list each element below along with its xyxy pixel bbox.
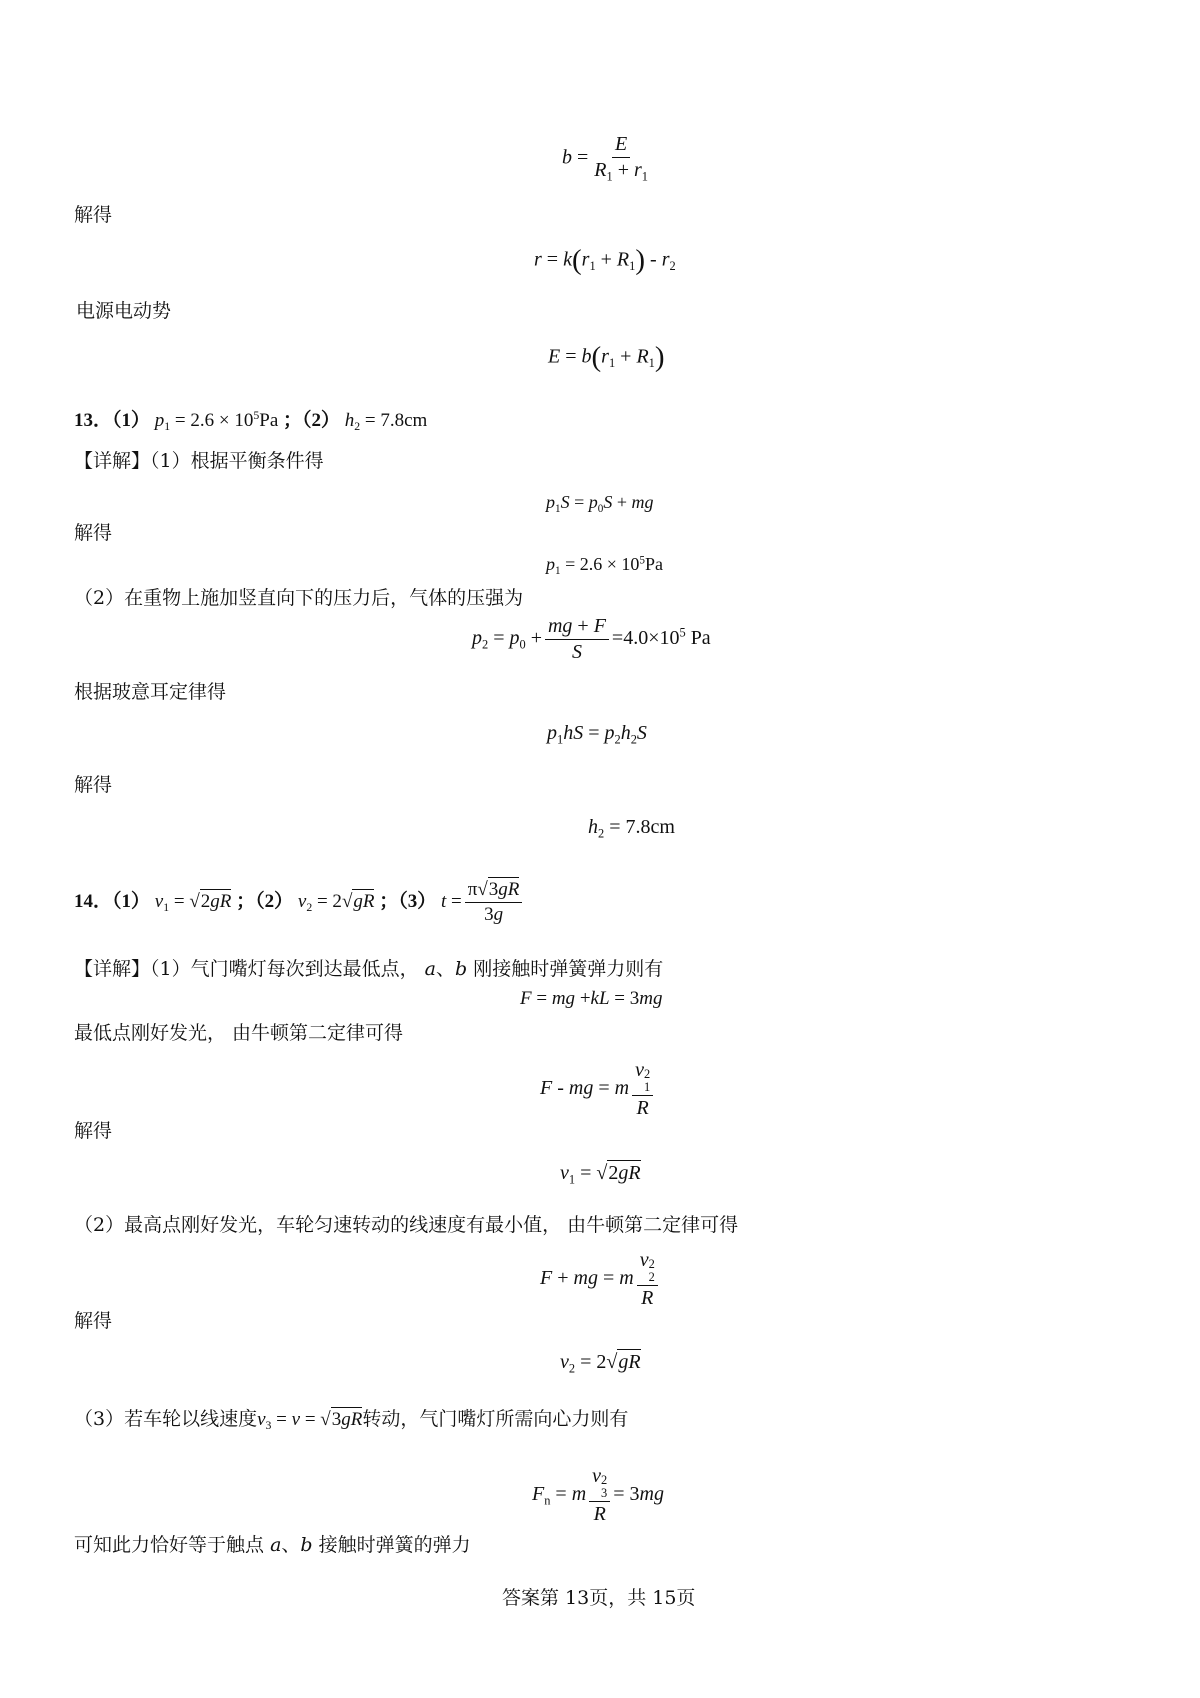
text-jiede-1: 解得	[74, 204, 113, 226]
text-jiede-3: 解得	[74, 774, 113, 796]
equation-centripetal: $F_n = m$ v 2 3 R = 3mg	[532, 1465, 664, 1526]
p1-value: 2.6 × 10	[579, 554, 640, 574]
var-b-1: b	[455, 958, 468, 980]
q13-answer-1-exp: 5	[253, 409, 260, 422]
equation-q13-balance: $p_1S = p_0S$ + mg	[546, 492, 654, 515]
equation-q14-highest: F + mg = m v 2 2 R	[540, 1250, 661, 1309]
q14-header: 14．（1） $v_1 = √2gR$ ；（2） $v_2 = 2√gR$ ；（3） t = $\frac{\pi√3gR}{3g}$	[74, 880, 525, 925]
q13-part2: ；（2）	[283, 410, 341, 432]
equation-v1: $v_1 = √2gR$	[560, 1162, 641, 1187]
q14-part3-line: （3）若车轮以线速度$v_3 = v = √3gR$转动，气门嘴灯所需向心力则有	[74, 1408, 629, 1433]
q13-answer-1: 2.6 × 10	[190, 410, 254, 432]
equation-h2: $h_2 = 7.8cm$	[588, 816, 675, 841]
q13-part2-text: （2）在重物上施加竖直向下的压力后，气体的压强为	[74, 587, 524, 609]
q14-part2: ；（2）	[236, 890, 294, 912]
equation-q13-p2: $p_2 = p_0$ + $\frac{mg + F}{S}$ $=4.0\times 10^5$ Pa	[472, 615, 711, 663]
conclusion-end: 接触时弹簧的弹力	[318, 1534, 471, 1556]
text-lowest-point: 最低点刚好发光， 由牛顿第二定律可得	[74, 1022, 404, 1044]
q14-part3: ；（3）	[379, 890, 437, 912]
text-boyle: 根据玻意耳定律得	[74, 681, 227, 703]
q13-answer-2: 7.8cm	[380, 410, 428, 432]
q14-part1-text-a: （1）气门嘴灯每次到达最低点，	[150, 958, 419, 980]
conclusion-mid: 、	[281, 1534, 301, 1556]
q14-part3-text-b: 转动，气门嘴灯所需向心力则有	[362, 1408, 629, 1430]
detail-prefix-13: 【详解】	[74, 450, 151, 472]
q13-header: 13．（1） $p_1 = 2.6 \times 10^5Pa$ ；（2） $h_2 = 7.8cm$	[74, 409, 428, 434]
q13-answer-1-unit: Pa	[259, 410, 279, 432]
var-a-1: a	[424, 958, 436, 980]
p2-exp: 5	[679, 625, 686, 640]
p2-value: 4.0×10	[623, 627, 680, 650]
p1-unit: Pa	[644, 554, 663, 574]
equation-q14-spring: F = mg +kL = 3mg	[520, 988, 663, 1009]
q13-detail-1	[74, 452, 324, 471]
q14-part3-text-a: （3）若车轮以线速度	[74, 1408, 258, 1430]
text-emf: 电源电动势	[76, 300, 172, 322]
p1-exp: 5	[639, 554, 645, 567]
p2-unit: Pa	[690, 627, 711, 650]
page-footer: 答案第 13页，共 15页	[502, 1587, 696, 1609]
equation-q14-lowest: F - mg = m v 2 1 R	[540, 1060, 656, 1119]
var-b-2: b	[300, 1534, 313, 1556]
equation-v2: $v_2 = 2√gR$	[560, 1351, 641, 1376]
q14-part2-text: （2）最高点刚好发光，车轮匀速转动的线速度有最小值， 由牛顿第二定律可得	[74, 1214, 739, 1236]
q13-number: 13．	[74, 410, 113, 432]
text-jiede-4: 解得	[74, 1120, 113, 1142]
q14-number: 14．	[74, 890, 113, 912]
var-a-2: a	[270, 1534, 282, 1556]
q14-part1: （1）	[112, 890, 151, 912]
q14-detail-1	[74, 960, 663, 979]
equation-r: $r = k(r_1 + R_1) - r_2$	[534, 244, 676, 276]
q13-part1-text: （1）根据平衡条件得	[150, 450, 324, 472]
equation-emf: $E = b(r_1 + R_1)$	[548, 341, 665, 373]
equation-b: b = $\frac{E}{R_1 + r_1}$	[562, 133, 648, 184]
conclusion-text: 可知此力恰好等于触点	[74, 1534, 265, 1556]
q14-part1-text-c: 刚接触时弹簧弹力则有	[473, 958, 664, 980]
q13-part1: （1）	[112, 410, 151, 432]
h2-value: 7.8cm	[625, 816, 675, 838]
text-jiede-5: 解得	[74, 1310, 113, 1332]
text-conclusion	[74, 1536, 471, 1555]
text-jiede-2: 解得	[74, 522, 113, 544]
q14-part1-text-b: 、	[435, 958, 455, 980]
detail-prefix-14: 【详解】	[74, 958, 151, 980]
equation-q13-p1: $p_1 = 2.6 \times 10^5Pa$	[546, 554, 663, 577]
equation-boyle: $p_1hS = p_2h_2S$	[547, 722, 647, 747]
